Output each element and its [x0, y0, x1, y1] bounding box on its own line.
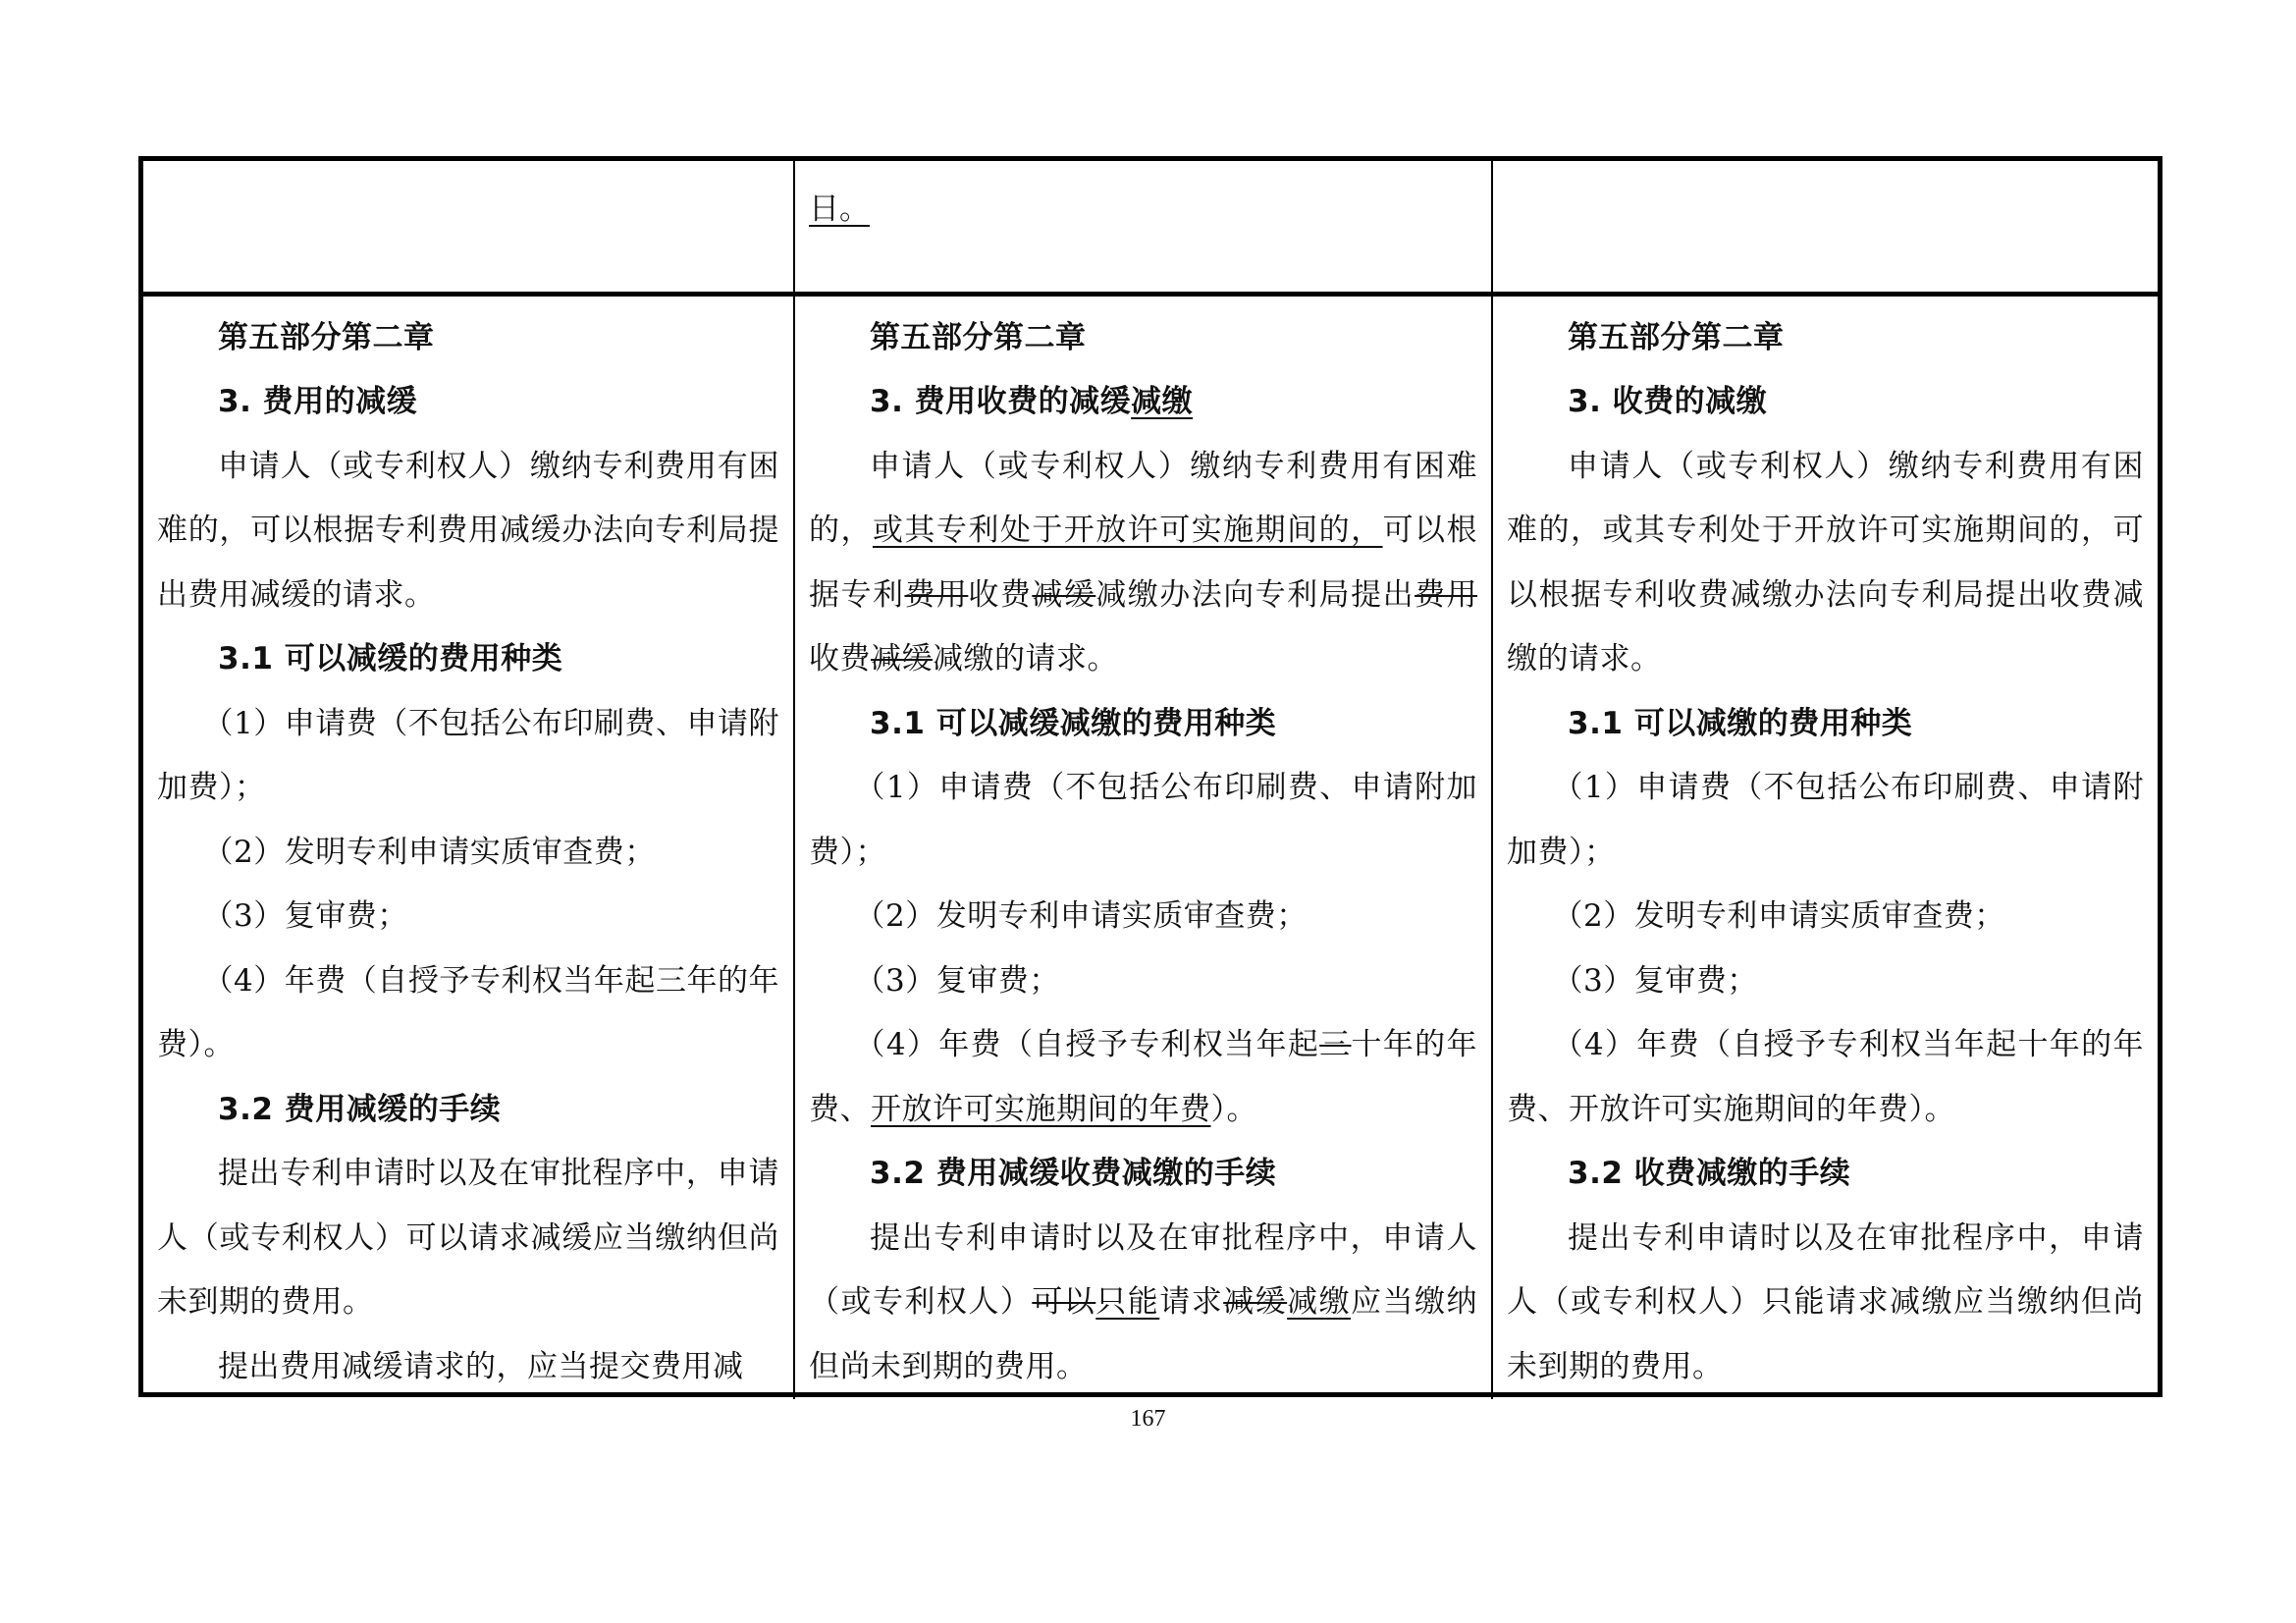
section-heading: 3. 收费的减缴 [1568, 384, 1768, 419]
column-original [143, 294, 794, 1399]
paragraph: 申请人（或专利权人）缴纳专利费用有困难的，可以根据专利费用减缓办法向专利局提出费用减缓的请求。 [157, 448, 779, 613]
subsection-heading: 3.2 费用减缓的手续 [218, 1091, 502, 1127]
deleted-text: 三 [1319, 1027, 1352, 1062]
table-row [143, 294, 2158, 1399]
list-item: （1）申请费（不包括公布印刷费、申请附加费）； [157, 705, 779, 805]
column-revision [794, 294, 1492, 1399]
inserted-text: 减缴 [1287, 1284, 1352, 1320]
section-heading: 3. 费用收费的减缓减缴 [870, 384, 1194, 419]
section-heading: 3. 费用的减缓 [218, 384, 418, 419]
chapter-title: 第五部分第二章 [870, 319, 1087, 355]
page-number: 167 [1130, 1406, 1166, 1432]
inserted-text: 开放许可实施期间的年费 [871, 1091, 1211, 1127]
comparison-table-frame [138, 156, 2163, 1397]
list-item: （4）年费（自授予专利权当年起三十年的年费、开放许可实施期间的年费）。 [809, 1027, 1478, 1127]
deleted-text: 减缓 [871, 641, 933, 676]
inserted-text: 只能 [1095, 1284, 1160, 1320]
paragraph: 提出费用减缓请求的，应当提交费用减 [218, 1348, 744, 1384]
inserted-text: 或其专利处于开放许可实施期间的， [872, 513, 1383, 548]
list-item: （1）申请费（不包括公布印刷费、申请附加费）； [809, 770, 1477, 870]
paragraph: 提出专利申请时以及在审批程序中，申请人（或专利权人）可以请求减缓应当缴纳但尚未到期的费用。 [157, 1156, 779, 1320]
subsection-heading: 3.2 收费减缴的手续 [1568, 1156, 1851, 1191]
paragraph: 申请人（或专利权人）缴纳专利费用有困难的，或其专利处于开放许可实施期间的，可以根据专利费用收费减缓减缴办法向专利局提出费用收费减缓减缴的请求。 [809, 448, 1478, 676]
list-item: （4）年费（自授予专利权当年起三年的年费）。 [157, 962, 779, 1062]
deleted-text: 可以 [1032, 1284, 1096, 1320]
subsection-heading: 3.1 可以减缴的费用种类 [1568, 705, 1913, 741]
chapter-title: 第五部分第二章 [218, 319, 435, 355]
list-item: （3）复审费； [854, 962, 1060, 999]
comparison-table [143, 161, 2158, 1399]
deleted-text: 费用 [1415, 576, 1478, 613]
deleted-text: 费用 [904, 576, 969, 613]
continued-text: 日。 [809, 191, 870, 227]
list-item: （2）发明专利申请实质审查费； [854, 898, 1308, 934]
inserted-text: 减缴 [1131, 384, 1194, 419]
subsection-heading: 3.1 可以减缓的费用种类 [218, 641, 563, 676]
column-revised [1492, 294, 2158, 1399]
paragraph: 提出专利申请时以及在审批程序中，申请人（或专利权人）只能请求减缴应当缴纳但尚未到期的费用。 [1507, 1219, 2144, 1384]
top-cell-col2 [794, 161, 1492, 294]
subsection-heading: 3.1 可以减缓减缴的费用种类 [870, 705, 1277, 741]
list-item: （1）申请费（不包括公布印刷费、申请附加费）； [1507, 770, 2144, 870]
paragraph: 提出专利申请时以及在审批程序中，申请人（或专利权人）可以只能请求减缓减缴应当缴纳但尚未到期的费用。 [809, 1219, 1478, 1384]
top-cell-col3 [1492, 161, 2158, 294]
list-item: （2）发明专利申请实质审查费； [202, 834, 656, 870]
chapter-title: 第五部分第二章 [1568, 319, 1785, 355]
table-row [143, 161, 2158, 294]
list-item: （2）发明专利申请实质审查费； [1552, 898, 2005, 934]
list-item: （3）复审费； [202, 898, 408, 934]
deleted-text: 减缓 [1223, 1284, 1288, 1320]
list-item: （4）年费（自授予专利权当年起十年的年费、开放许可实施期间的年费）。 [1507, 1027, 2144, 1127]
subsection-heading: 3.2 费用减缓收费减缴的手续 [870, 1156, 1277, 1191]
deleted-text: 减缓 [1032, 576, 1096, 613]
list-item: （3）复审费； [1552, 962, 1758, 999]
paragraph: 申请人（或专利权人）缴纳专利费用有困难的，或其专利处于开放许可实施期间的，可以根据专利收费减缴办法向专利局提出收费减缴的请求。 [1507, 448, 2144, 676]
top-cell-col1 [143, 161, 794, 294]
